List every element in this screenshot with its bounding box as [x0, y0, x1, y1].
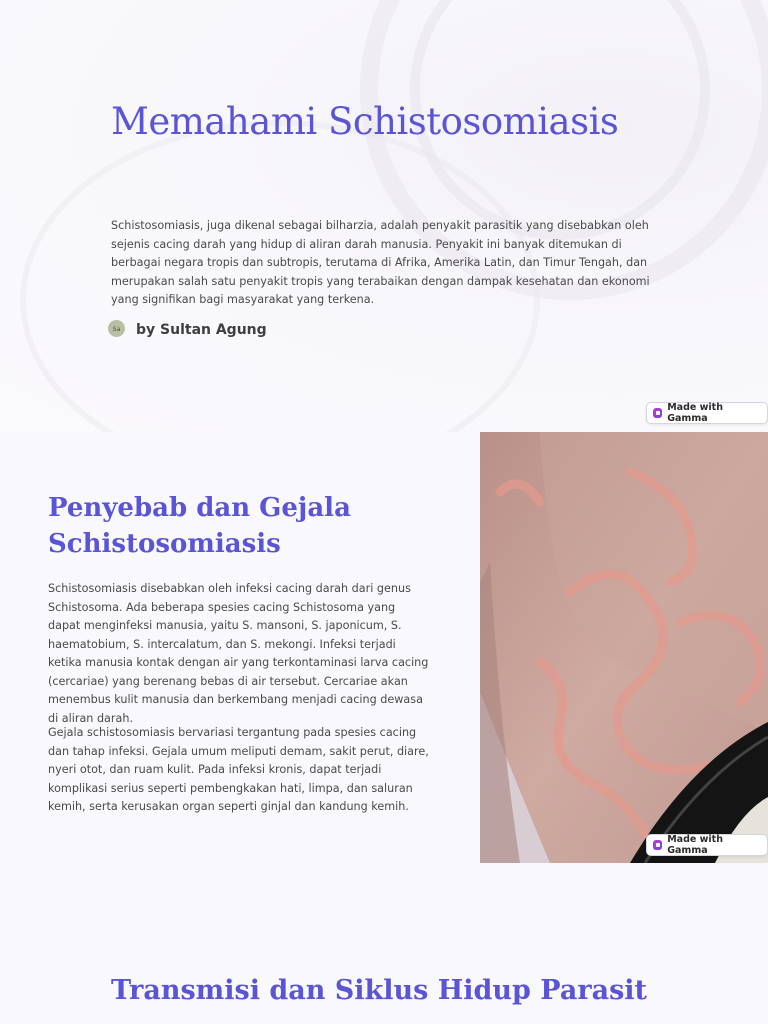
avatar: Sa: [108, 320, 125, 337]
gamma-logo-icon: [653, 840, 662, 850]
skin-rash-photo: [480, 432, 768, 863]
skin-rash-illustration: [480, 432, 768, 863]
made-with-gamma-badge[interactable]: [646, 834, 768, 856]
symptoms-paragraph: Gejala schistosomiasis bervariasi tergantung pada spesies cacing dan tahap infeksi. Gejala umum meliputi demam, sakit perut, diare, nyeri otot, dan ruam kulit. Pada infeksi kronis, dapat terjadi komplikasi serius seperti pembengkakan hati, limpa, dan saluran kemih, serta kerusakan organ seperti ginjal dan kandung kemih.: [48, 726, 429, 813]
section-title-transmission: Transmisi dan Siklus Hidup Parasit: [111, 975, 647, 1006]
badge-label: Made with Gamma: [667, 402, 723, 424]
made-with-gamma-badge[interactable]: [646, 402, 768, 424]
intro-paragraph: Schistosomiasis, juga dikenal sebagai bilharzia, adalah penyakit parasitik yang disebabkan oleh sejenis cacing darah yang hidup di aliran darah manusia. Penyakit ini banyak ditemukan di berbagai negara tropis dan subtropis, terutama di Afrika, Amerika Latin, dan Timur Tengah, dan merupakan salah satu penyakit tropis yang terabaikan dengan dampak kesehatan dan ekonomi yang signifikan bagi masyarakat yang terkena.: [111, 219, 650, 307]
title-slide: [0, 0, 768, 432]
page-title: Memahami Schistosomiasis: [111, 100, 619, 143]
badge-label: Made with Gamma: [667, 834, 723, 856]
author-name: by Sultan Agung: [136, 322, 267, 338]
gamma-logo-icon: [653, 408, 662, 418]
section-title-causes: Penyebab dan Gejala Schistosomiasis: [48, 493, 351, 559]
causes-paragraph: Schistosomiasis disebabkan oleh infeksi cacing darah dari genus Schistosoma. Ada beberapa spesies cacing Schistosoma yang dapat menginfeksi manusia, yaitu S. mansoni, S. japonicum, S. haematobium, S. intercalatum, dan S. mekongi. Infeksi terjadi ketika manusia kontak dengan air yang terkontaminasi larva cacing (cercariae) yang berenang bebas di air tersebut. Cercariae akan menembus kulit manusia dan berkembang menjadi cacing dewasa di aliran darah.: [48, 582, 429, 725]
